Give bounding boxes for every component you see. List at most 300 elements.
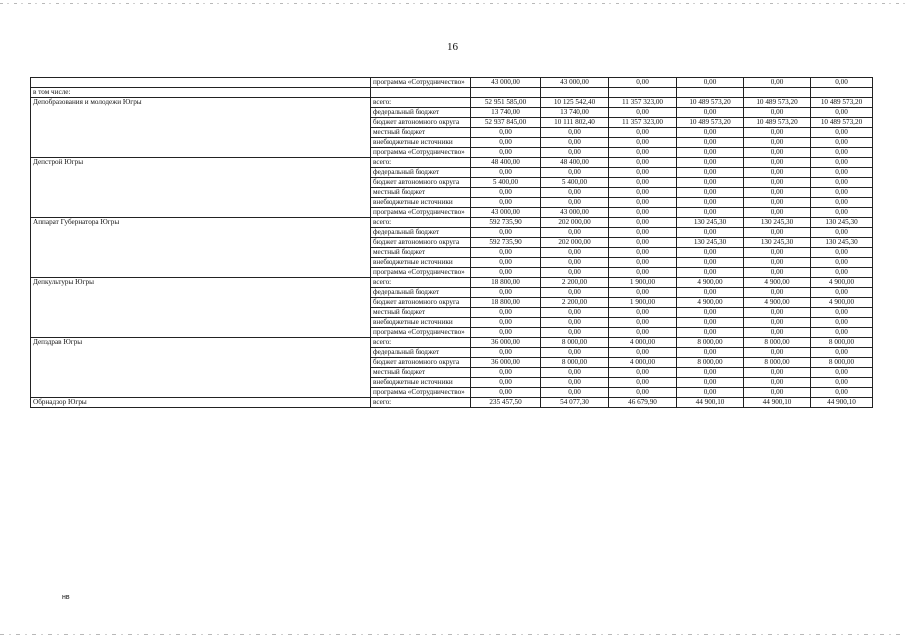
funding-source-cell: программа «Сотрудничество» (371, 268, 471, 278)
amount-cell: 48 400,00 (541, 158, 609, 168)
amount-cell: 0,00 (677, 108, 744, 118)
amount-cell: 0,00 (471, 308, 541, 318)
org-name-cell (31, 328, 371, 338)
amount-cell: 0,00 (609, 238, 677, 248)
amount-cell: 130 245,30 (744, 218, 811, 228)
amount-cell: 130 245,30 (744, 238, 811, 248)
amount-cell: 36 000,00 (471, 338, 541, 348)
amount-cell: 0,00 (744, 318, 811, 328)
amount-cell: 0,00 (541, 198, 609, 208)
amount-cell: 0,00 (677, 248, 744, 258)
amount-cell: 0,00 (744, 348, 811, 358)
amount-cell: 0,00 (677, 328, 744, 338)
page-number: 16 (447, 41, 458, 53)
amount-cell: 0,00 (677, 148, 744, 158)
funding-source-cell: бюджет автономного округа (371, 118, 471, 128)
amount-cell: 10 111 802,40 (541, 118, 609, 128)
amount-cell: 0,00 (471, 248, 541, 258)
org-name-cell (31, 228, 371, 238)
org-name-cell (31, 358, 371, 368)
amount-cell: 0,00 (471, 228, 541, 238)
table-row (31, 368, 873, 378)
table-row (31, 188, 873, 198)
table-row (31, 78, 873, 88)
funding-source-cell: федеральный бюджет (371, 228, 471, 238)
amount-cell: 0,00 (744, 188, 811, 198)
amount-cell (744, 88, 811, 98)
amount-cell: 0,00 (541, 128, 609, 138)
funding-source-cell: программа «Сотрудничество» (371, 388, 471, 398)
org-name-cell: в том числе: (31, 88, 371, 98)
amount-cell: 0,00 (609, 78, 677, 88)
amount-cell: 0,00 (541, 318, 609, 328)
amount-cell: 0,00 (541, 138, 609, 148)
amount-cell: 2 200,00 (541, 298, 609, 308)
amount-cell: 0,00 (609, 148, 677, 158)
amount-cell: 0,00 (677, 378, 744, 388)
amount-cell (677, 88, 744, 98)
amount-cell: 0,00 (677, 308, 744, 318)
table-row (31, 398, 873, 408)
amount-cell: 0,00 (609, 318, 677, 328)
amount-cell: 0,00 (811, 168, 873, 178)
amount-cell: 202 000,00 (541, 218, 609, 228)
funding-source-cell: федеральный бюджет (371, 108, 471, 118)
table-row (31, 98, 873, 108)
table-row (31, 278, 873, 288)
amount-cell: 0,00 (677, 78, 744, 88)
amount-cell: 0,00 (609, 198, 677, 208)
table-row (31, 148, 873, 158)
funding-source-cell: местный бюджет (371, 308, 471, 318)
org-name-cell: Депздрав Югры (31, 338, 371, 348)
amount-cell: 0,00 (609, 178, 677, 188)
amount-cell: 0,00 (677, 168, 744, 178)
org-name-cell (31, 268, 371, 278)
amount-cell: 0,00 (609, 258, 677, 268)
amount-cell: 0,00 (677, 128, 744, 138)
amount-cell: 0,00 (541, 148, 609, 158)
budget-table (30, 77, 873, 408)
amount-cell: 592 735,90 (471, 218, 541, 228)
amount-cell: 0,00 (744, 78, 811, 88)
org-name-cell (31, 178, 371, 188)
amount-cell: 130 245,30 (811, 218, 873, 228)
org-name-cell (31, 318, 371, 328)
amount-cell: 8 000,00 (541, 338, 609, 348)
amount-cell: 0,00 (541, 168, 609, 178)
funding-source-cell: федеральный бюджет (371, 288, 471, 298)
funding-source-cell: всего: (371, 218, 471, 228)
table-row (31, 158, 873, 168)
table-row (31, 108, 873, 118)
amount-cell: 8 000,00 (541, 358, 609, 368)
table-row (31, 268, 873, 278)
table-row (31, 248, 873, 258)
amount-cell: 8 000,00 (744, 358, 811, 368)
amount-cell: 1 900,00 (609, 298, 677, 308)
funding-source-cell: программа «Сотрудничество» (371, 208, 471, 218)
amount-cell: 4 900,00 (677, 298, 744, 308)
table-row (31, 238, 873, 248)
amount-cell: 43 000,00 (471, 78, 541, 88)
amount-cell: 0,00 (541, 378, 609, 388)
funding-source-cell (371, 88, 471, 98)
amount-cell: 0,00 (811, 128, 873, 138)
org-name-cell (31, 378, 371, 388)
amount-cell: 36 000,00 (471, 358, 541, 368)
funding-source-cell: всего: (371, 398, 471, 408)
amount-cell: 10 125 542,40 (541, 98, 609, 108)
amount-cell: 4 000,00 (609, 338, 677, 348)
amount-cell: 0,00 (677, 208, 744, 218)
amount-cell: 0,00 (811, 198, 873, 208)
funding-source-cell: программа «Сотрудничество» (371, 78, 471, 88)
table-row (31, 128, 873, 138)
amount-cell: 0,00 (609, 388, 677, 398)
amount-cell: 0,00 (609, 368, 677, 378)
amount-cell: 18 800,00 (471, 298, 541, 308)
amount-cell: 130 245,30 (677, 218, 744, 228)
funding-source-cell: внебюджетные источники (371, 138, 471, 148)
amount-cell: 0,00 (811, 308, 873, 318)
table-row (31, 288, 873, 298)
table-row (31, 198, 873, 208)
amount-cell: 0,00 (744, 248, 811, 258)
amount-cell: 0,00 (677, 348, 744, 358)
amount-cell: 0,00 (471, 378, 541, 388)
amount-cell: 0,00 (811, 378, 873, 388)
funding-source-cell: федеральный бюджет (371, 168, 471, 178)
amount-cell: 0,00 (471, 268, 541, 278)
table-row (31, 218, 873, 228)
amount-cell: 0,00 (744, 368, 811, 378)
amount-cell: 8 000,00 (811, 358, 873, 368)
org-name-cell (31, 388, 371, 398)
amount-cell: 0,00 (609, 328, 677, 338)
amount-cell: 0,00 (744, 138, 811, 148)
funding-source-cell: бюджет автономного округа (371, 178, 471, 188)
amount-cell: 0,00 (811, 108, 873, 118)
table-row (31, 258, 873, 268)
amount-cell: 0,00 (471, 328, 541, 338)
amount-cell: 0,00 (677, 268, 744, 278)
amount-cell: 0,00 (541, 368, 609, 378)
amount-cell: 0,00 (609, 308, 677, 318)
amount-cell: 4 000,00 (609, 358, 677, 368)
amount-cell: 0,00 (811, 78, 873, 88)
amount-cell: 0,00 (471, 258, 541, 268)
table-row (31, 388, 873, 398)
amount-cell (471, 88, 541, 98)
amount-cell: 0,00 (471, 188, 541, 198)
org-name-cell (31, 298, 371, 308)
table-row (31, 138, 873, 148)
funding-source-cell: внебюджетные источники (371, 318, 471, 328)
amount-cell: 43 000,00 (541, 78, 609, 88)
amount-cell: 0,00 (677, 188, 744, 198)
amount-cell: 0,00 (811, 228, 873, 238)
funding-source-cell: местный бюджет (371, 368, 471, 378)
table-row (31, 208, 873, 218)
amount-cell: 0,00 (609, 158, 677, 168)
funding-source-cell: местный бюджет (371, 128, 471, 138)
amount-cell: 0,00 (541, 268, 609, 278)
amount-cell: 0,00 (609, 188, 677, 198)
amount-cell: 46 679,90 (609, 398, 677, 408)
amount-cell: 0,00 (744, 198, 811, 208)
org-name-cell: Депкультуры Югры (31, 278, 371, 288)
amount-cell: 0,00 (744, 158, 811, 168)
amount-cell: 0,00 (744, 228, 811, 238)
amount-cell: 44 900,10 (677, 398, 744, 408)
table-row (31, 168, 873, 178)
amount-cell: 0,00 (744, 168, 811, 178)
amount-cell: 0,00 (744, 268, 811, 278)
amount-cell: 5 400,00 (541, 178, 609, 188)
org-name-cell: Аппарат Губернатора Югры (31, 218, 371, 228)
amount-cell: 0,00 (471, 318, 541, 328)
amount-cell: 10 489 573,20 (677, 118, 744, 128)
amount-cell: 0,00 (744, 178, 811, 188)
amount-cell: 8 000,00 (677, 338, 744, 348)
funding-source-cell: местный бюджет (371, 188, 471, 198)
org-name-cell (31, 308, 371, 318)
amount-cell: 0,00 (541, 328, 609, 338)
amount-cell: 0,00 (811, 288, 873, 298)
footer-mark: нв (62, 594, 70, 601)
amount-cell: 13 740,00 (471, 108, 541, 118)
amount-cell: 0,00 (811, 158, 873, 168)
amount-cell: 0,00 (677, 288, 744, 298)
amount-cell: 0,00 (471, 148, 541, 158)
amount-cell: 0,00 (811, 348, 873, 358)
amount-cell: 10 489 573,20 (811, 118, 873, 128)
amount-cell: 4 900,00 (677, 278, 744, 288)
funding-source-cell: всего: (371, 278, 471, 288)
amount-cell: 0,00 (811, 318, 873, 328)
amount-cell: 0,00 (471, 348, 541, 358)
amount-cell: 0,00 (541, 248, 609, 258)
amount-cell: 0,00 (744, 308, 811, 318)
funding-source-cell: всего: (371, 338, 471, 348)
amount-cell: 0,00 (811, 388, 873, 398)
amount-cell: 130 245,30 (677, 238, 744, 248)
funding-source-cell: внебюджетные источники (371, 198, 471, 208)
table-row (31, 88, 873, 98)
amount-cell: 0,00 (609, 138, 677, 148)
budget-table-body (31, 78, 873, 408)
org-name-cell (31, 368, 371, 378)
funding-source-cell: программа «Сотрудничество» (371, 148, 471, 158)
amount-cell: 0,00 (744, 108, 811, 118)
table-row (31, 178, 873, 188)
amount-cell: 0,00 (744, 258, 811, 268)
amount-cell: 10 489 573,20 (744, 118, 811, 128)
amount-cell: 0,00 (609, 128, 677, 138)
amount-cell: 0,00 (609, 168, 677, 178)
funding-source-cell: бюджет автономного округа (371, 238, 471, 248)
amount-cell: 13 740,00 (541, 108, 609, 118)
amount-cell: 4 900,00 (811, 278, 873, 288)
amount-cell (811, 88, 873, 98)
funding-source-cell: всего: (371, 158, 471, 168)
amount-cell: 0,00 (541, 308, 609, 318)
amount-cell: 0,00 (744, 378, 811, 388)
amount-cell: 0,00 (811, 138, 873, 148)
table-row (31, 118, 873, 128)
org-name-cell (31, 148, 371, 158)
org-name-cell (31, 288, 371, 298)
org-name-cell (31, 348, 371, 358)
amount-cell: 43 000,00 (471, 208, 541, 218)
amount-cell: 5 400,00 (471, 178, 541, 188)
org-name-cell (31, 248, 371, 258)
amount-cell: 0,00 (471, 288, 541, 298)
amount-cell: 2 200,00 (541, 278, 609, 288)
funding-source-cell: бюджет автономного округа (371, 358, 471, 368)
amount-cell: 0,00 (677, 138, 744, 148)
amount-cell: 0,00 (677, 198, 744, 208)
amount-cell: 52 951 585,00 (471, 98, 541, 108)
amount-cell: 0,00 (471, 128, 541, 138)
amount-cell: 4 900,00 (811, 298, 873, 308)
amount-cell: 43 000,00 (541, 208, 609, 218)
amount-cell: 0,00 (541, 228, 609, 238)
table-row (31, 228, 873, 238)
amount-cell: 0,00 (811, 148, 873, 158)
org-name-cell (31, 238, 371, 248)
funding-source-cell: программа «Сотрудничество» (371, 328, 471, 338)
org-name-cell (31, 208, 371, 218)
funding-source-cell: бюджет автономного округа (371, 298, 471, 308)
org-name-cell: Депстрой Югры (31, 158, 371, 168)
amount-cell: 0,00 (677, 228, 744, 238)
amount-cell: 0,00 (811, 248, 873, 258)
funding-source-cell: федеральный бюджет (371, 348, 471, 358)
amount-cell: 0,00 (744, 328, 811, 338)
org-name-cell (31, 118, 371, 128)
amount-cell: 0,00 (677, 158, 744, 168)
amount-cell: 0,00 (541, 288, 609, 298)
amount-cell: 0,00 (609, 108, 677, 118)
table-row (31, 348, 873, 358)
funding-source-cell: местный бюджет (371, 248, 471, 258)
funding-source-cell: внебюджетные источники (371, 378, 471, 388)
table-row (31, 298, 873, 308)
amount-cell: 0,00 (471, 388, 541, 398)
amount-cell: 18 800,00 (471, 278, 541, 288)
amount-cell: 0,00 (811, 188, 873, 198)
amount-cell: 8 000,00 (744, 338, 811, 348)
amount-cell: 0,00 (811, 368, 873, 378)
amount-cell: 11 357 323,00 (609, 98, 677, 108)
amount-cell: 4 900,00 (744, 278, 811, 288)
scan-edge-top (0, 3, 905, 4)
table-row (31, 308, 873, 318)
org-name-cell (31, 78, 371, 88)
amount-cell: 592 735,90 (471, 238, 541, 248)
table-row (31, 338, 873, 348)
amount-cell: 44 900,10 (744, 398, 811, 408)
funding-source-cell: всего: (371, 98, 471, 108)
org-name-cell (31, 108, 371, 118)
amount-cell: 0,00 (811, 208, 873, 218)
amount-cell: 44 900,10 (811, 398, 873, 408)
amount-cell: 0,00 (744, 208, 811, 218)
amount-cell: 0,00 (609, 208, 677, 218)
amount-cell: 0,00 (811, 328, 873, 338)
table-row (31, 378, 873, 388)
amount-cell: 0,00 (811, 268, 873, 278)
amount-cell: 0,00 (609, 288, 677, 298)
amount-cell: 0,00 (609, 268, 677, 278)
org-name-cell (31, 198, 371, 208)
amount-cell: 0,00 (541, 388, 609, 398)
table-row (31, 358, 873, 368)
amount-cell: 0,00 (609, 218, 677, 228)
amount-cell: 0,00 (541, 258, 609, 268)
org-name-cell: Обрнадзор Югры (31, 398, 371, 408)
table-row (31, 318, 873, 328)
amount-cell: 0,00 (677, 258, 744, 268)
amount-cell: 202 000,00 (541, 238, 609, 248)
amount-cell: 0,00 (609, 248, 677, 258)
amount-cell: 11 357 323,00 (609, 118, 677, 128)
amount-cell: 0,00 (471, 138, 541, 148)
org-name-cell: Депобразования и молодежи Югры (31, 98, 371, 108)
amount-cell: 0,00 (471, 198, 541, 208)
amount-cell: 0,00 (677, 318, 744, 328)
amount-cell: 0,00 (744, 388, 811, 398)
org-name-cell (31, 138, 371, 148)
amount-cell: 0,00 (471, 168, 541, 178)
amount-cell: 10 489 573,20 (744, 98, 811, 108)
org-name-cell (31, 128, 371, 138)
amount-cell: 10 489 573,20 (811, 98, 873, 108)
amount-cell: 0,00 (541, 188, 609, 198)
amount-cell: 8 000,00 (677, 358, 744, 368)
org-name-cell (31, 258, 371, 268)
amount-cell: 0,00 (744, 288, 811, 298)
amount-cell: 0,00 (609, 378, 677, 388)
amount-cell: 0,00 (471, 368, 541, 378)
amount-cell: 0,00 (744, 148, 811, 158)
amount-cell: 0,00 (541, 348, 609, 358)
amount-cell: 0,00 (677, 368, 744, 378)
amount-cell: 0,00 (811, 258, 873, 268)
amount-cell: 130 245,30 (811, 238, 873, 248)
amount-cell: 0,00 (744, 128, 811, 138)
funding-source-cell: внебюджетные источники (371, 258, 471, 268)
org-name-cell (31, 168, 371, 178)
amount-cell (541, 88, 609, 98)
amount-cell: 1 900,00 (609, 278, 677, 288)
amount-cell: 0,00 (677, 178, 744, 188)
org-name-cell (31, 188, 371, 198)
amount-cell (609, 88, 677, 98)
amount-cell: 10 489 573,20 (677, 98, 744, 108)
amount-cell: 4 900,00 (744, 298, 811, 308)
amount-cell: 235 457,50 (471, 398, 541, 408)
amount-cell: 54 077,30 (541, 398, 609, 408)
amount-cell: 0,00 (811, 178, 873, 188)
scan-edge-bottom (0, 634, 905, 635)
table-row (31, 328, 873, 338)
amount-cell: 0,00 (677, 388, 744, 398)
amount-cell: 48 400,00 (471, 158, 541, 168)
amount-cell: 8 000,00 (811, 338, 873, 348)
